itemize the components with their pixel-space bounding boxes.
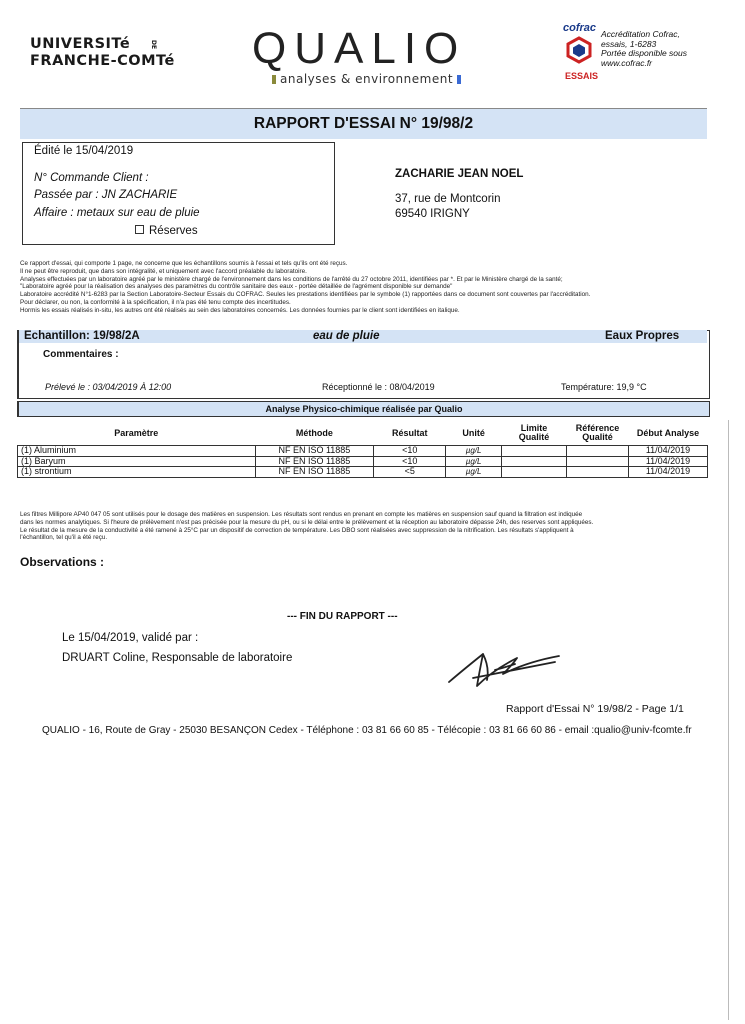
footer-contact: QUALIO - 16, Route de Gray - 25030 BESANÇON Cedex - Téléphone : 03 81 66 60 85 - Télécopie : 03 81 66 60 86 - email :qualio@univ-fcomte.fr	[42, 725, 692, 736]
ref-cell	[567, 467, 629, 478]
reserves-label: Réserves	[149, 225, 198, 237]
sample-temperature: Température: 19,9 °C	[561, 382, 647, 392]
order-number: N° Commande Client :	[34, 172, 149, 184]
col-header: Début Analyse	[636, 427, 700, 438]
param-cell: (1) strontium	[18, 467, 256, 478]
note-line: l'échantillon, tel qu'il a été reçu.	[20, 534, 108, 542]
observations-heading: Observations :	[20, 555, 105, 569]
sample-receptionne: Réceptionné le : 08/04/2019	[322, 382, 435, 392]
results-table	[17, 421, 708, 478]
report-title-bar	[20, 108, 707, 139]
sample-category: Eaux Propres	[605, 330, 680, 342]
qualio-tagline	[268, 72, 465, 86]
tag-right-square-icon	[457, 75, 461, 84]
accreditation-line: Portée disponible sous	[601, 48, 688, 58]
checkbox-icon	[135, 225, 144, 234]
edited-date: Édité le 15/04/2019	[34, 145, 134, 157]
method-cell: NF EN ISO 11885	[255, 446, 374, 457]
validation-signer: DRUART Coline, Responsable de laboratoire	[62, 652, 293, 664]
validation-date: Le 15/04/2019, validé par :	[62, 632, 199, 644]
limit-cell	[502, 446, 567, 457]
col-header: Paramètre	[114, 427, 159, 438]
order-placed-by: Passée par : JN ZACHARIE	[34, 189, 178, 201]
method-notes	[20, 511, 710, 542]
note-line: Les filtres Millipore AP40 047 05 sont utilisés pour le dosage des matières en suspension. Les résultats sont rendus en prenant en compte les matières en suspension sauf quand la filtration est indiquée	[20, 511, 583, 518]
date-cell: 11/04/2019	[629, 456, 708, 467]
limit-cell	[502, 467, 567, 478]
note-line: Analyses effectuées par un laboratoire agréé par le ministère chargé de l'environnement dans les conditions de l'arrêté du 27 octobre 2011, identifiées par *. Et par le Ministère chargé de la santé;	[20, 275, 563, 283]
tag-left-square-icon	[272, 75, 276, 84]
client-city: 69540 IRIGNY	[395, 208, 470, 220]
accreditation-line: essais, 1-6283	[601, 38, 657, 49]
qualio-logo: QUALIO	[252, 24, 467, 73]
legal-notes	[20, 260, 710, 315]
col-header: Référence Qualité	[575, 423, 620, 442]
client-street: 37, rue de Montcorin	[395, 193, 501, 205]
analysis-header-bar	[17, 401, 710, 417]
unit-cell: µg/L	[446, 467, 502, 478]
note-line: "Laboratoire agréé pour la réalisation des analyses des paramètres du contrôle sanitaire des eaux - portée détaillée de l'agrément disponible sur demande"	[20, 283, 453, 291]
tagline-text: analyses & environnement	[280, 72, 454, 86]
universite-line1: UNIVERSITé	[30, 36, 131, 52]
note-line: Ce rapport d'essai, qui comporte 1 page, ne concerne que les échantillons soumis à l'essai et tels qu'ils ont été reçus.	[20, 260, 348, 267]
method-cell: NF EN ISO 11885	[255, 467, 374, 478]
sample-comments: Commentaires :	[43, 349, 119, 360]
note-line: Le résultat de la mesure de la conductivité a été ramené à 25°C par un dispositif de correction de température. Les DBO sont réalisées avec suppression de la nitrification. Les résultats s'appliquent à	[20, 526, 574, 534]
end-of-report: --- FIN DU RAPPORT ---	[287, 611, 398, 622]
result-cell: <5	[374, 467, 446, 478]
universite-line2: FRANCHE-COMTé	[30, 53, 175, 69]
param-cell: (1) Aluminium	[18, 446, 256, 457]
note-line: dans les normes analytiques. Si l'heure de prélèvement n'est pas précisée pour la mesure du pH, ou si le délai entre le prélèvement et la réception au laboratoire dépasse 24h, des reserves sont appliquées.	[20, 518, 594, 526]
method-cell: NF EN ISO 11885	[255, 456, 374, 467]
col-header: Résultat	[391, 427, 428, 438]
table-row	[18, 467, 708, 478]
col-header: Méthode	[295, 427, 333, 438]
ref-cell	[567, 446, 629, 457]
order-affaire: Affaire : metaux sur eau de pluie	[34, 207, 200, 219]
accreditation-line: Accréditation Cofrac,	[601, 29, 680, 39]
col-header: Unité	[462, 427, 485, 438]
universite-logo	[30, 36, 175, 70]
cofrac-accreditation	[601, 30, 687, 68]
note-line: Il ne peut être reproduit, que dans son intégralité, et uniquement avec l'accord préalable du laboratoire.	[20, 267, 307, 275]
col-header: Limite Qualité	[518, 423, 550, 442]
param-cell: (1) Baryum	[18, 456, 256, 467]
unit-cell: µg/L	[446, 446, 502, 457]
unit-cell: µg/L	[446, 456, 502, 467]
note-line: Laboratoire accrédité N°1-6283 par la Section Laboratoire-Secteur Essais du COFRAC. Seules les prestations identifiées par le symbole (1) rapportées dans ce document sont couvertes par l'accréditation.	[20, 291, 591, 299]
signature-icon	[443, 640, 563, 698]
date-cell: 11/04/2019	[629, 467, 708, 478]
date-cell: 11/04/2019	[629, 446, 708, 457]
cofrac-brand: cofrac	[563, 22, 597, 34]
result-cell: <10	[374, 446, 446, 457]
report-title: RAPPORT D'ESSAI N° 19/98/2	[253, 115, 474, 132]
universite-de: DE	[150, 40, 157, 50]
scan-edge-divider	[728, 420, 729, 1020]
note-line: Hormis les essais réalisés in-situ, les autres ont été réalisés au sein des laboratoires concernés. Les données fournies par le client sont identifiées en italique.	[20, 306, 460, 314]
table-row	[18, 446, 708, 457]
accreditation-line: www.cofrac.fr	[601, 57, 653, 68]
sample-type: eau de pluie	[313, 330, 380, 342]
limit-cell	[502, 456, 567, 467]
result-cell: <10	[374, 456, 446, 467]
sample-id: Echantillon: 19/98/2A	[24, 330, 140, 342]
sample-preleve: Prélevé le : 03/04/2019 À 12:00	[45, 382, 172, 392]
reserves-checkbox[interactable]	[135, 225, 198, 237]
client-name: ZACHARIE JEAN NOEL	[395, 168, 524, 180]
note-line: Pour déclarer, ou non, la conformité à la spécification, il n'a pas été tenu compte des incertitudes.	[20, 298, 291, 306]
table-row	[18, 456, 708, 467]
page-reference: Rapport d'Essai N° 19/98/2 - Page 1/1	[506, 703, 684, 715]
ref-cell	[567, 456, 629, 467]
cofrac-essais: ESSAIS	[565, 71, 599, 81]
analysis-header: Analyse Physico-chimique réalisée par Qualio	[265, 404, 463, 414]
